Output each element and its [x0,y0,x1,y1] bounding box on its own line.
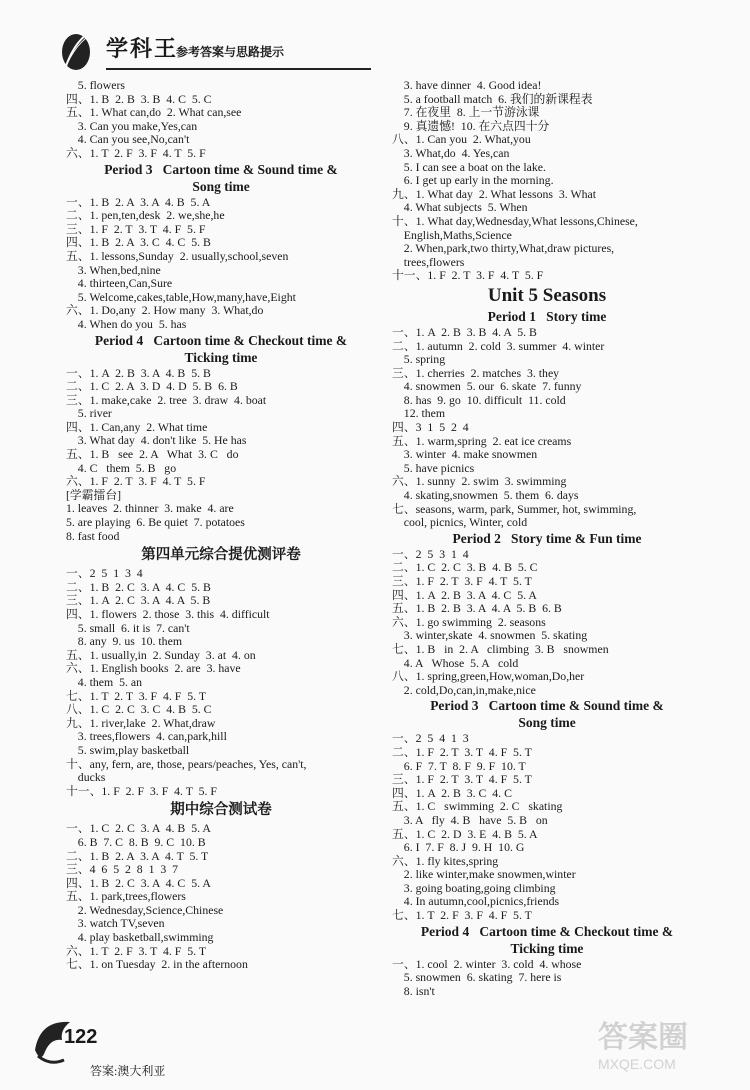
page-number: 122 [64,1026,98,1048]
answer-line: 七、seasons, warm, park, Summer, hot, swimming, [392,501,637,516]
answer-line: 8. fast food [66,528,120,543]
answer-line: 十一、1. F 2. T 3. F 4. T 5. F [392,268,544,283]
answer-line: 5. Welcome,cakes,table,How,many,have,Eight [66,289,296,304]
answer-line: 八、1. spring,green,How,woman,Do,her [392,669,585,684]
header-rule [106,68,371,70]
answer-line: 五、1. C 2. D 3. E 4. B 5. A [392,826,538,841]
answer-line: ducks [66,770,106,785]
answer-line: 3. trees,flowers 4. can,park,hill [66,729,227,744]
answer-line: 2. like winter,make snowmen,winter [392,867,576,882]
answer-line: 5. have picnics [392,460,475,475]
section-heading: Song time [518,715,576,731]
answer-line: 五、1. park,trees,flowers [66,889,186,904]
answer-line: 2. cold,Do,can,in,make,nice [392,682,536,697]
answer-line: 五、1. usually,in 2. Sunday 3. at 4. on [66,647,256,662]
answer-line: 三、1. A 2. C 3. A 4. A 5. B [66,593,211,608]
answer-line: 七、1. B in 2. A climbing 3. B snowmen [392,641,609,656]
answer-line: 六、1. fly kites,spring [392,853,499,868]
answer-line: 五、1. C swimming 2. C skating [392,799,563,814]
section-heading: Period 1 Story time [487,308,607,324]
unit-heading: Unit 5 Seasons [487,284,607,306]
section-heading: Ticking time [510,940,584,956]
answer-line: 3. When,bed,nine [66,262,161,277]
answer-line: 6. I 7. F 8. J 9. H 10. G [392,840,525,855]
answer-line: 六、1. T 2. F 3. T 4. F 5. T [66,943,207,958]
answer-line: 12. them [392,406,446,421]
section-heading: Period 4 Cartoon time & Checkout time & [420,923,674,939]
section-heading: Period 4 Cartoon time & Checkout time & [94,332,348,348]
answer-line: 三、4 6 5 2 8 1 3 7 [66,862,179,877]
answer-line: 六、1. F 2. T 3. F 4. T 5. F [66,474,206,489]
answer-line: 4. play basketball,swimming [66,930,214,945]
answer-line: 3. What day 4. don't like 5. He has [66,433,247,448]
answer-line: 四、1. B 2. A 3. C 4. C 5. B [66,235,211,250]
answer-line: 九、1. river,lake 2. What,draw [66,715,216,730]
section-heading: Period 2 Story time & Fun time [452,530,642,546]
answer-line: English,Maths,Science [392,227,512,242]
answer-line: 一、1. C 2. C 3. A 4. B 5. A [66,821,211,836]
answer-line: 一、1. B 2. A 3. A 4. B 5. A [66,194,211,209]
answer-line: 六、1. T 2. F 3. F 4. T 5. F [66,145,206,160]
watermark-text: 答案圈 [598,1021,688,1054]
answer-line: 4. thirteen,Can,Sure [66,276,173,291]
answer-line: 一、2 5 4 1 3 [392,731,469,746]
answer-label: 答案:澳大利亚 [90,1064,166,1078]
left-column [66,79,376,972]
answer-line: 四、1. Can,any 2. What time [66,419,208,434]
section-heading: Period 3 Cartoon time & Sound time & [430,698,664,714]
answer-line: 六、1. Do,any 2. How many 3. What,do [66,303,264,318]
answer-line: 5. small 6. it is 7. can't [66,620,190,635]
answer-line: 三、1. make,cake 2. tree 3. draw 4. boat [66,392,267,407]
answer-line: 4. Can you see,No,can't [66,132,190,147]
answer-line: 五、1. lessons,Sunday 2. usually,school,seven [66,248,289,263]
answer-line: 二、1. B 2. C 3. A 4. C 5. B [66,579,211,594]
answer-line: 四、1. B 2. B 3. B 4. C 5. C [66,91,212,106]
answer-line: 二、1. F 2. T 3. T 4. F 5. T [392,744,532,759]
answer-line: 八、1. Can you 2. What,you [392,132,531,147]
answer-line: 2. When,park,two thirty,What,draw pictures, [392,241,615,256]
answer-line: 5. I can see a boat on the lake. [392,159,546,174]
answer-line: 9. 真遗憾! 10. 在六点四十分 [392,118,550,133]
answer-line: 4. C them 5. B go [66,460,177,475]
page-footer [30,1010,230,1080]
section-heading: Song time [192,178,250,194]
answer-line: 1. leaves 2. thinner 3. make 4. are [66,501,234,516]
answer-line: 3. A fly 4. B have 5. B on [392,812,548,827]
quill-logo-icon [58,28,98,72]
answer-line: 七、1. T 2. T 3. F 4. F 5. T [66,688,207,703]
answer-line: 2. Wednesday,Science,Chinese [66,902,224,917]
answer-line: 十、1. What day,Wednesday,What lessons,Chinese, [392,213,638,228]
test-heading: 第四单元综合提优测评卷 [141,547,301,564]
answer-line: 四、1. A 2. B 3. A 4. C 5. A [392,587,537,602]
answer-line: 4. When do you 5. has [66,316,187,331]
answer-line: 一、1. cool 2. winter 3. cold 4. whose [392,956,582,971]
answer-line: 四、1. B 2. C 3. A 4. C 5. A [66,875,211,890]
answer-line: 8. has 9. go 10. difficult 11. cold [392,392,566,407]
answer-line: 6. I get up early in the morning. [392,173,554,188]
answer-line: 五、1. B see 2. A What 3. C do [66,447,239,462]
answer-line: 3. going boating,going climbing [392,880,556,895]
answer-line: 五、1. What can,do 2. What can,see [66,105,242,120]
answer-line: 六、1. go swimming 2. seasons [392,614,546,629]
answer-line: [学霸擂台] [66,487,122,502]
right-column [392,79,702,998]
answer-line: 二、1. C 2. A 3. D 4. D 5. B 6. B [66,379,238,394]
answer-line: 二、1. C 2. C 3. B 4. B 5. C [392,560,538,575]
answer-line: 三、1. F 2. T 3. T 4. F 5. F [66,221,206,236]
answer-line: 3. winter 4. make snowmen [392,447,538,462]
answer-line: 8. isn't [392,983,435,998]
answer-line: 九、1. What day 2. What lessons 3. What [392,186,597,201]
answer-line: 三、1. cherries 2. matches 3. they [392,365,560,380]
answer-line: 5. are playing 6. Be quiet 7. potatoes [66,515,245,530]
answer-line: 一、2 5 1 3 4 [66,566,143,581]
answer-line: 4. skating,snowmen 5. them 6. days [392,488,579,503]
answer-line: 五、1. B 2. B 3. A 4. A 5. B 6. B [392,601,562,616]
answer-line: 四、1. A 2. B 3. C 4. C [392,785,512,800]
answer-line: 四、1. flowers 2. those 3. this 4. difficult [66,607,270,621]
answer-line: 十一、1. F 2. F 3. F 4. T 5. F [66,783,217,798]
answer-line: 一、2 5 3 1 4 [392,546,469,561]
answer-line: 4. snowmen 5. our 6. skate 7. funny [392,379,582,394]
section-heading: Ticking time [184,349,258,365]
answer-line: 5. spring [392,352,446,367]
answer-line: 六、1. sunny 2. swim 3. swimming [392,474,567,489]
section-heading: Period 3 Cartoon time & Sound time & [104,161,338,177]
answer-line: 三、1. F 2. T 3. T 4. F 5. T [392,772,532,787]
answer-line: 7. 在夜里 8. 上一节游泳课 [392,105,540,120]
answer-line: 一、1. A 2. B 3. A 4. B 5. B [66,365,211,380]
page-header [58,28,358,78]
answer-line: 5. snowmen 6. skating 7. here is [392,970,562,985]
watermark-url: MXQE.COM [598,1056,676,1072]
answer-line: 3. What,do 4. Yes,can [392,145,510,160]
answer-line: 三、1. F 2. T 3. F 4. T 5. T [392,574,532,588]
answer-line: 八、1. C 2. C 3. C 4. B 5. C [66,702,212,717]
answer-line: 3. winter,skate 4. snowmen 5. skating [392,628,588,643]
answer-line: 3. have dinner 4. Good idea! [392,78,542,92]
answer-line: 8. any 9. us 10. them [66,634,182,649]
answer-line: 4. What subjects 5. When [392,200,528,215]
answer-line: 二、1. B 2. A 3. A 4. T 5. T [66,848,209,863]
answer-line: cool, picnics, Winter, cold [392,515,528,530]
answer-line: 七、1. on Tuesday 2. in the afternoon [66,957,248,972]
answer-line: 5. flowers [66,78,125,92]
answer-line: 二、1. autumn 2. cold 3. summer 4. winter [392,338,605,353]
answer-line: 一、1. A 2. B 3. B 4. A 5. B [392,324,537,339]
header-tagline: 参考答案与思路提示 [176,45,285,59]
answer-line: 4. A Whose 5. A cold [392,655,519,670]
answer-line: 5. swim,play basketball [66,742,190,757]
watermark [598,1012,738,1082]
answer-line: 4. them 5. an [66,674,143,689]
test-heading: 期中综合测试卷 [170,802,272,819]
answer-line: 3. watch TV,seven [66,916,165,931]
answer-line: 四、3 1 5 2 4 [392,420,469,435]
brand-title: 学科王 [106,36,179,61]
answer-line: 6. B 7. C 8. B 9. C 10. B [66,834,206,849]
answer-line: 七、1. T 2. F 3. F 4. F 5. T [392,908,532,923]
answer-line: 二、1. pen,ten,desk 2. we,she,he [66,208,225,223]
answer-line: 6. F 7. T 8. F 9. F 10. T [392,758,526,773]
answer-line: 六、1. English books 2. are 3. have [66,661,241,676]
answer-line: 4. In autumn,cool,picnics,friends [392,894,560,909]
answer-line: 五、1. warm,spring 2. eat ice creams [392,433,572,448]
answer-line: 十、any, fern, are, those, pears/peaches, Yes, can't, [66,756,307,771]
answer-line: 3. Can you make,Yes,can [66,118,198,133]
answer-line: 5. a football match 6. 我们的新课程表 [392,91,593,106]
answer-line: 5. river [66,406,112,421]
answer-line: trees,flowers [392,254,465,269]
